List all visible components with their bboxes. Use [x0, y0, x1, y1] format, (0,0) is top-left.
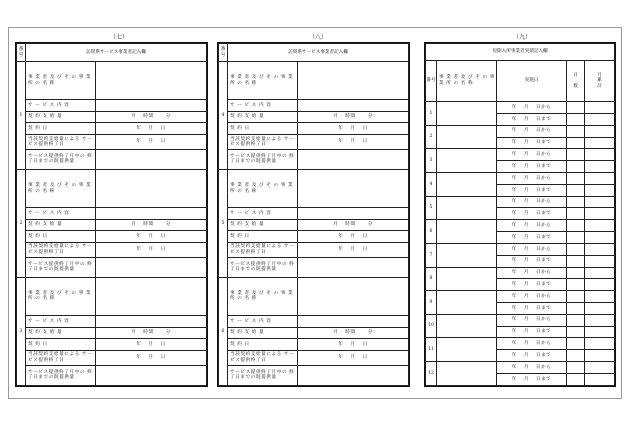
- field-value-end-date[interactable]: 年 月 日: [96, 242, 207, 257]
- days-cell[interactable]: [567, 173, 585, 185]
- service-row: [219, 327, 409, 339]
- field-value-end-date[interactable]: 年 月 日: [298, 242, 409, 257]
- field-value-provider[interactable]: [298, 277, 409, 315]
- middle-service-table: [218, 43, 409, 386]
- short-stay-row: [426, 314, 615, 326]
- monthly-total-cell[interactable]: [585, 232, 615, 244]
- days-cell[interactable]: [567, 113, 585, 125]
- field-label-provider: 事 業 者 及 び そ の 事 業 所 の 名 称: [228, 169, 298, 207]
- date-to-cell[interactable]: 年 月 日まで: [497, 373, 567, 385]
- service-row: [219, 123, 409, 135]
- short-stay-table: [425, 43, 615, 386]
- days-cell[interactable]: [567, 196, 585, 208]
- field-label-contract-amount: 契 約 支 給 量: [228, 219, 298, 231]
- service-row: [219, 350, 409, 365]
- entry-number: 6: [426, 220, 437, 244]
- field-value-provider[interactable]: [96, 169, 207, 207]
- field-label-provider: 事 業 者 及 び そ の 事 業 所 の 名 称: [26, 169, 96, 207]
- days-cell[interactable]: [567, 220, 585, 232]
- entry-number: 2: [17, 169, 26, 277]
- monthly-total-cell[interactable]: [585, 196, 615, 208]
- date-to-cell[interactable]: 年 月 日まで: [497, 137, 567, 149]
- left-service-table: [16, 43, 207, 386]
- date-to-cell[interactable]: 年 月 日まで: [497, 279, 567, 291]
- field-value-contract-amount[interactable]: 月 時間 分: [96, 327, 207, 339]
- entry-number: 4: [426, 173, 437, 197]
- service-row: [219, 365, 409, 385]
- short-stay-row: [426, 173, 615, 185]
- service-row: [17, 123, 207, 135]
- panel-header: 短期入所事業者実績記入欄: [426, 44, 615, 61]
- service-row: [219, 219, 409, 231]
- field-value-service[interactable]: [298, 316, 409, 328]
- days-cell[interactable]: [567, 279, 585, 291]
- section-label-7: （七）: [109, 34, 128, 41]
- panel-header: 訪問系サービス事業者記入欄: [26, 44, 207, 62]
- col-no-header: 番号: [219, 44, 228, 62]
- field-value-service[interactable]: [96, 316, 207, 328]
- field-label-end-date: 当該契約支給量による サービス提供終了日: [228, 350, 298, 365]
- field-label-service: サ ー ビ ス 内 容: [228, 208, 298, 220]
- service-row: [219, 62, 409, 100]
- field-value-provider[interactable]: [96, 277, 207, 315]
- days-cell[interactable]: [567, 338, 585, 350]
- provider-name-cell[interactable]: [437, 149, 497, 173]
- service-row: [219, 277, 409, 315]
- monthly-total-cell[interactable]: [585, 161, 615, 173]
- field-label-provider: 事 業 者 及 び そ の 事 業 所 の 名 称: [228, 62, 298, 100]
- field-value-service[interactable]: [298, 208, 409, 220]
- field-label-used-amount: サービス提供終了月中の 終了日までの既提供量: [26, 149, 96, 169]
- field-label-contract-amount: 契 約 支 給 量: [26, 327, 96, 339]
- date-from-cell[interactable]: 年 月 日から: [497, 338, 567, 350]
- service-row: [17, 208, 207, 220]
- field-label-service: サ ー ビ ス 内 容: [228, 100, 298, 112]
- date-from-cell[interactable]: 年 月 日から: [497, 362, 567, 374]
- provider-name-cell[interactable]: [437, 173, 497, 197]
- short-stay-row: [426, 220, 615, 232]
- days-cell[interactable]: [567, 326, 585, 338]
- short-stay-row: [426, 267, 615, 279]
- date-to-cell[interactable]: 年 月 日まで: [497, 184, 567, 196]
- monthly-total-cell[interactable]: [585, 279, 615, 291]
- field-label-service: サ ー ビ ス 内 容: [26, 316, 96, 328]
- service-row: [219, 242, 409, 257]
- field-value-provider[interactable]: [298, 62, 409, 100]
- field-label-end-date: 当該契約支給量による サービス提供終了日: [26, 350, 96, 365]
- date-to-cell[interactable]: 年 月 日まで: [497, 302, 567, 314]
- entry-number: 9: [426, 291, 437, 315]
- service-row: [17, 62, 207, 100]
- field-label-provider: 事 業 者 及 び そ の 事 業 所 の 名 称: [228, 277, 298, 315]
- field-value-used-amount[interactable]: [96, 365, 207, 385]
- section-label-8: （八）: [308, 34, 327, 41]
- short-stay-row: [426, 102, 615, 114]
- date-from-cell[interactable]: 年 月 日から: [497, 125, 567, 137]
- field-label-contract-amount: 契 約 支 給 量: [228, 327, 298, 339]
- days-cell[interactable]: [567, 125, 585, 137]
- date-to-cell[interactable]: 年 月 日まで: [497, 113, 567, 125]
- monthly-total-cell[interactable]: [585, 184, 615, 196]
- field-value-contract-amount[interactable]: 月 時間 分: [298, 327, 409, 339]
- provider-name-cell[interactable]: [437, 267, 497, 291]
- monthly-total-cell[interactable]: [585, 302, 615, 314]
- short-stay-row: [426, 362, 615, 374]
- field-label-end-date: 当該契約支給量による サービス提供終了日: [26, 135, 96, 150]
- service-row: [219, 135, 409, 150]
- field-value-contract-amount[interactable]: 月 時間 分: [96, 111, 207, 123]
- field-value-contract-amount[interactable]: 月 時間 分: [298, 111, 409, 123]
- field-value-service[interactable]: [298, 100, 409, 112]
- service-row: [219, 316, 409, 328]
- service-row: [17, 149, 207, 169]
- service-row: [17, 169, 207, 207]
- monthly-total-cell[interactable]: [585, 338, 615, 350]
- panel-header: 訪問系サービス事業者記入欄: [228, 44, 409, 62]
- field-value-provider[interactable]: [96, 62, 207, 100]
- field-label-provider: 事 業 者 及 び そ の 事 業 所 の 名 称: [26, 277, 96, 315]
- date-to-cell[interactable]: 年 月 日まで: [497, 161, 567, 173]
- monthly-total-cell[interactable]: [585, 326, 615, 338]
- service-row: [17, 350, 207, 365]
- short-stay-row: [426, 149, 615, 161]
- service-row: [219, 231, 409, 243]
- monthly-total-cell[interactable]: [585, 267, 615, 279]
- service-row: [219, 169, 409, 207]
- field-label-end-date: 当該契約支給量による サービス提供終了日: [228, 135, 298, 150]
- days-cell[interactable]: [567, 255, 585, 267]
- monthly-total-cell[interactable]: [585, 350, 615, 362]
- provider-name-cell[interactable]: [437, 196, 497, 220]
- days-cell[interactable]: [567, 232, 585, 244]
- field-label-contract-amount: 契 約 支 給 量: [228, 111, 298, 123]
- short-stay-row: [426, 125, 615, 137]
- entry-number: 6: [219, 277, 228, 385]
- service-row: [17, 219, 207, 231]
- monthly-total-cell[interactable]: [585, 255, 615, 267]
- service-row: [17, 100, 207, 112]
- monthly-total-cell[interactable]: [585, 113, 615, 125]
- date-from-cell[interactable]: 年 月 日から: [497, 173, 567, 185]
- days-cell[interactable]: [567, 102, 585, 114]
- field-value-service[interactable]: [96, 100, 207, 112]
- field-value-contract-date[interactable]: 年 月 日: [298, 339, 409, 351]
- service-row: [219, 149, 409, 169]
- provider-name-cell[interactable]: [437, 220, 497, 244]
- col-days-header: 日 数: [567, 60, 585, 102]
- field-label-contract-date: 契 約 日: [26, 123, 96, 135]
- monthly-total-cell[interactable]: [585, 243, 615, 255]
- field-label-used-amount: サービス提供終了月中の 終了日までの既提供量: [26, 257, 96, 277]
- entry-number: 8: [426, 267, 437, 291]
- field-label-contract-date: 契 約 日: [26, 339, 96, 351]
- days-cell[interactable]: [567, 137, 585, 149]
- service-row: [219, 339, 409, 351]
- days-cell[interactable]: [567, 149, 585, 161]
- short-stay-row: [426, 338, 615, 350]
- entry-number: 11: [426, 338, 437, 362]
- service-row: [17, 135, 207, 150]
- date-from-cell[interactable]: 年 月 日から: [497, 291, 567, 303]
- field-label-service: サ ー ビ ス 内 容: [26, 100, 96, 112]
- field-value-used-amount[interactable]: [298, 149, 409, 169]
- field-label-end-date: 当該契約支給量による サービス提供終了日: [26, 242, 96, 257]
- date-to-cell[interactable]: 年 月 日まで: [497, 350, 567, 362]
- monthly-total-cell[interactable]: [585, 373, 615, 385]
- field-value-contract-date[interactable]: 年 月 日: [298, 231, 409, 243]
- monthly-total-cell[interactable]: [585, 137, 615, 149]
- days-cell[interactable]: [567, 184, 585, 196]
- field-label-contract-amount: 契 約 支 給 量: [26, 111, 96, 123]
- date-from-cell[interactable]: 年 月 日から: [497, 267, 567, 279]
- service-row: [219, 257, 409, 277]
- short-stay-row: [426, 243, 615, 255]
- field-label-contract-date: 契 約 日: [228, 231, 298, 243]
- field-label-contract-date: 契 約 日: [228, 339, 298, 351]
- field-value-used-amount[interactable]: [96, 149, 207, 169]
- entry-number: 5: [426, 196, 437, 220]
- field-value-contract-date[interactable]: 年 月 日: [298, 123, 409, 135]
- col-total-header: 月 累 計: [585, 60, 615, 102]
- provider-name-cell[interactable]: [437, 243, 497, 267]
- date-to-cell[interactable]: 年 月 日まで: [497, 255, 567, 267]
- service-row: [17, 257, 207, 277]
- field-value-used-amount[interactable]: [298, 365, 409, 385]
- service-row: [17, 242, 207, 257]
- monthly-total-cell[interactable]: [585, 291, 615, 303]
- service-row: [219, 111, 409, 123]
- date-from-cell[interactable]: 年 月 日から: [497, 196, 567, 208]
- service-row: [17, 316, 207, 328]
- days-cell[interactable]: [567, 362, 585, 374]
- field-value-contract-date[interactable]: 年 月 日: [96, 123, 207, 135]
- monthly-total-cell[interactable]: [585, 173, 615, 185]
- entry-number: 4: [219, 62, 228, 170]
- field-value-contract-date[interactable]: 年 月 日: [96, 231, 207, 243]
- monthly-total-cell[interactable]: [585, 314, 615, 326]
- field-value-end-date[interactable]: 年 月 日: [96, 350, 207, 365]
- entry-number: 3: [426, 149, 437, 173]
- col-date-header: 実施日: [497, 60, 567, 102]
- field-label-contract-date: 契 約 日: [26, 231, 96, 243]
- service-row: [17, 339, 207, 351]
- monthly-total-cell[interactable]: [585, 125, 615, 137]
- entry-number: 3: [17, 277, 26, 385]
- provider-name-cell[interactable]: [437, 314, 497, 338]
- days-cell[interactable]: [567, 302, 585, 314]
- entry-number: 1: [426, 102, 437, 126]
- date-to-cell[interactable]: 年 月 日まで: [497, 232, 567, 244]
- days-cell[interactable]: [567, 373, 585, 385]
- service-row: [17, 365, 207, 385]
- col-provider-header: 事 業 者 及 び そ の 事 業 所 の 名 称: [437, 60, 497, 102]
- date-to-cell[interactable]: 年 月 日まで: [497, 326, 567, 338]
- field-label-service: サ ー ビ ス 内 容: [26, 208, 96, 220]
- field-value-end-date[interactable]: 年 月 日: [298, 135, 409, 150]
- monthly-total-cell[interactable]: [585, 362, 615, 374]
- date-from-cell[interactable]: 年 月 日から: [497, 149, 567, 161]
- provider-name-cell[interactable]: [437, 362, 497, 386]
- days-cell[interactable]: [567, 291, 585, 303]
- entry-number: 7: [426, 243, 437, 267]
- service-row: [17, 327, 207, 339]
- field-value-provider[interactable]: [298, 169, 409, 207]
- short-stay-row: [426, 291, 615, 303]
- provider-name-cell[interactable]: [437, 291, 497, 315]
- field-value-end-date[interactable]: 年 月 日: [96, 135, 207, 150]
- field-value-used-amount[interactable]: [96, 257, 207, 277]
- entry-number: 5: [219, 169, 228, 277]
- entry-number: 2: [426, 125, 437, 149]
- monthly-total-cell[interactable]: [585, 102, 615, 114]
- field-label-used-amount: サービス提供終了月中の 終了日までの既提供量: [228, 257, 298, 277]
- short-stay-row: [426, 196, 615, 208]
- field-value-end-date[interactable]: 年 月 日: [298, 350, 409, 365]
- monthly-total-cell[interactable]: [585, 149, 615, 161]
- date-from-cell[interactable]: 年 月 日から: [497, 102, 567, 114]
- date-to-cell[interactable]: 年 月 日まで: [497, 208, 567, 220]
- field-value-contract-date[interactable]: 年 月 日: [96, 339, 207, 351]
- provider-name-cell[interactable]: [437, 125, 497, 149]
- entry-number: 12: [426, 362, 437, 386]
- service-row: [17, 111, 207, 123]
- service-row: [17, 231, 207, 243]
- service-row: [219, 208, 409, 220]
- service-row: [219, 100, 409, 112]
- date-from-cell[interactable]: 年 月 日から: [497, 243, 567, 255]
- field-value-contract-amount[interactable]: 月 時間 分: [96, 219, 207, 231]
- field-label-used-amount: サービス提供終了月中の 終了日までの既提供量: [26, 365, 96, 385]
- field-label-contract-amount: 契 約 支 給 量: [26, 219, 96, 231]
- field-label-used-amount: サービス提供終了月中の 終了日までの既提供量: [228, 365, 298, 385]
- days-cell[interactable]: [567, 243, 585, 255]
- days-cell[interactable]: [567, 208, 585, 220]
- col-no-header: 番号: [426, 60, 437, 102]
- days-cell[interactable]: [567, 267, 585, 279]
- service-row: [17, 277, 207, 315]
- days-cell[interactable]: [567, 350, 585, 362]
- monthly-total-cell[interactable]: [585, 220, 615, 232]
- entry-number: 10: [426, 314, 437, 338]
- entry-number: 1: [17, 62, 26, 170]
- section-label-9: （九）: [512, 34, 531, 41]
- date-from-cell[interactable]: 年 月 日から: [497, 314, 567, 326]
- days-cell[interactable]: [567, 314, 585, 326]
- field-value-used-amount[interactable]: [298, 257, 409, 277]
- field-label-service: サ ー ビ ス 内 容: [228, 316, 298, 328]
- field-value-contract-amount[interactable]: 月 時間 分: [298, 219, 409, 231]
- field-label-contract-date: 契 約 日: [228, 123, 298, 135]
- provider-name-cell[interactable]: [437, 338, 497, 362]
- field-value-service[interactable]: [96, 208, 207, 220]
- field-label-used-amount: サービス提供終了月中の 終了日までの既提供量: [228, 149, 298, 169]
- provider-name-cell[interactable]: [437, 102, 497, 126]
- monthly-total-cell[interactable]: [585, 208, 615, 220]
- date-from-cell[interactable]: 年 月 日から: [497, 220, 567, 232]
- col-no-header: 番号: [17, 44, 26, 62]
- field-label-end-date: 当該契約支給量による サービス提供終了日: [228, 242, 298, 257]
- field-label-provider: 事 業 者 及 び そ の 事 業 所 の 名 称: [26, 62, 96, 100]
- days-cell[interactable]: [567, 161, 585, 173]
